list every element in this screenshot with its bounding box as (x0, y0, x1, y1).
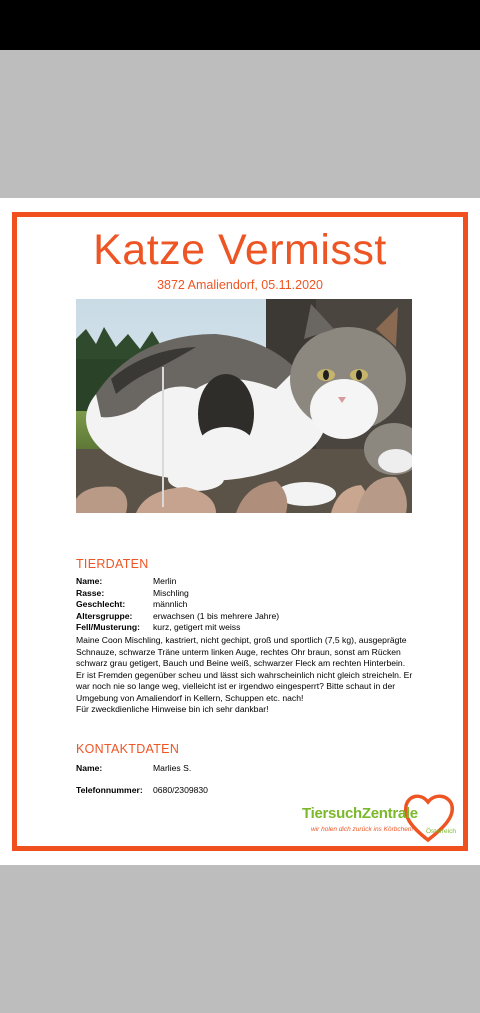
field-value: Mischling (153, 587, 189, 598)
field-label: Geschlecht: (76, 599, 126, 609)
field-value: erwachsen (1 bis mehrere Jahre) (153, 610, 280, 621)
description-paragraph: Maine Coon Mischling, kastriert, nicht gechipt, groß und sportlich (7,5 kg), ausgeprägte Schnauze, schwarze Träne unterm linken Auge, rechtes Ohr braun, sonst am Rücken schwarz grau getigert, Bauch und Beine weiß, schwarzer Fleck am rechten Hinterbein. (76, 635, 407, 668)
field-label: Name: (76, 576, 103, 586)
field-value: Merlin (153, 576, 177, 586)
brand-name-part1: Tiersuch (302, 805, 362, 822)
tierdaten-heading: TIERDATEN (76, 557, 149, 571)
contact-phone: 0680/2309830 (153, 785, 208, 795)
poster-subtitle: 3872 Amaliendorf, 05.11.2020 (157, 278, 323, 292)
brand-tagline: wir holen dich zurück ins Körbchen! (311, 826, 414, 833)
field-label: Altersgruppe: (76, 610, 133, 621)
field-label: Telefonnummer: (76, 785, 143, 795)
description-paragraph: Für zweckdienliche Hinweise bin ich sehr dankbar! (76, 704, 269, 714)
field-value: kurz, getigert mit weiss (153, 622, 241, 632)
viewer-background-bottom (0, 865, 480, 1013)
brand-name-part2: Zentrale (361, 805, 418, 822)
field-value: männlich (153, 599, 188, 609)
field-label: Rasse: (76, 587, 105, 598)
field-label: Name: (76, 763, 103, 773)
status-bar (0, 0, 480, 50)
description-paragraph: Er ist Fremden gegenüber scheu und lässt sich wahrscheinlich nicht gleich streicheln. Er war noch nie so lange weg, vielleicht ist er irgendwo eingesperrt? Bitte schaut in der Umgebung von Amaliendorf in Kellern, Schuppen etc. nach! (76, 669, 413, 703)
cat-description (76, 635, 416, 716)
contact-name: Marlies S. (153, 763, 192, 773)
viewer-background-top (0, 50, 480, 198)
brand-logo (302, 805, 418, 822)
kontaktdaten-heading: KONTAKTDATEN (76, 742, 180, 756)
cat-photo (76, 299, 412, 513)
field-label: Fell/Musterung: (76, 622, 140, 632)
poster-title: Katze Vermisst (93, 226, 387, 274)
brand-country: Österreich (426, 828, 456, 835)
